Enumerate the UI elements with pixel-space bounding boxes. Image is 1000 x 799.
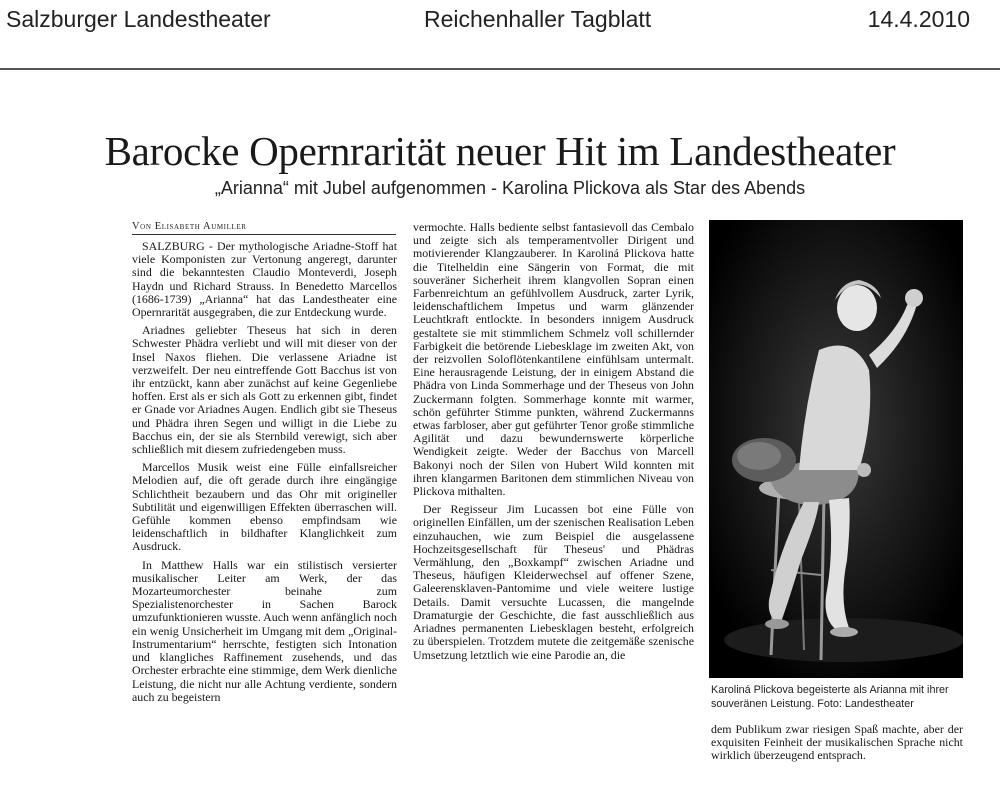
- photo-caption: Karoliná Plickova begeisterte als Arianna mit ihrer souveränen Leistung. Foto: Landestheater: [711, 684, 949, 710]
- paragraph: Ariadnes geliebter Theseus hat sich in deren Schwester Phädra verliebt und will mit dieser von der Insel Naxos fliehen. Die verlassene Ariadne ist verzweifelt. Der neu eintreffende Gott Bacchus ist von ihr entzückt, kann aber zunächst auf keine Gegenliebe hoffen. Erst als er sich als Gott zu erkennen gibt, findet er Gnade vor Ariadnes Augen. Endlich gibt sie Theseus und Phädra ihren Segen und willigt in die Liebe zu Bacchus ein, der sie als Sternbild verewigt, sich aber schließlich mit diesem zufriedengeben muss.: [132, 323, 397, 457]
- article-column-2: [413, 221, 694, 779]
- paragraph: Marcellos Musik weist eine Fülle einfallsreicher Melodien auf, die oft gerade durch ihre eingängige Schlichtheit bezaubern und das Ohr mit origineller Subtilität und eigenwilligen Effekten überraschen will. Gefühle kommen ebenso empfindsam wie leidenschaftlich in bildhafter Klanglichkeit zum Ausdruck.: [132, 460, 397, 554]
- clipping-date: 14.4.2010: [867, 6, 970, 32]
- article-subheadline: „Arianna“ mit Jubel aufgenommen - Karolina Plickova als Star des Abends: [214, 178, 806, 198]
- performance-photo: [709, 220, 963, 678]
- paragraph: In Matthew Halls war ein stilistisch versierter musikalischer Leiter am Werk, der das Mozarteumorchester beinahe zum Spezialistenorchester in Sachen Barock umzufunktionieren wusste. Auch wenn anfänglich noch ein wenig Unsicherheit im Umgang mit dem „Original-Instrumentarium“ herrschte, festigten sich Intonation und klangliches Raffinement zusehends, und das Orchester erbrachte eine stimmige, dem Werk dienliche Leistung, die nicht nur alle Achtung verdiente, sondern auch zu begeistern: [132, 557, 397, 704]
- article-column-3: [711, 723, 963, 783]
- paragraph: vermochte. Halls bediente selbst fantasievoll das Cembalo und zeigte sich als temperamentvoller Dirigent und motivierender Klangzauberer. In Karoliná Plickova hatte die Titelheldin eine Sängerin von Format, die mit souveräner Sicherheit ihrem klangvollen Sopran einen Farbenreichtum an gefühlvollem Ausdruck, zarter Lyrik, leidenschaftlichem Impetus und warm glänzender Leuchtkraft entlockte. In besonders innigem Ausdruck gestaltete sie mit stimmlichem Schmelz voll schillernder Farbigkeit die betörende Liebesklage im zweiten Akt, von der reizvollen Soloflötenkantilene einfühlsam untermalt. Eine herausragende Leistung, der in einigem Abstand die Phädra von Linda Sommerhage und der Theseus von John Zuckermann folgten. Sommerhage konnte mit warmer, schön geführter Stimme punkten, während Zuckermanns etwas farbloser, aber gut geführter Tenor große stimmliche Agilität und dazu bewundernswerte körperliche Wendigkeit zeigte. Weder der Bacchus von Marcell Bakonyi noch der Silen von Hubert Wild konnten mit ihren klangarmen Baritonen dem stimmlichen Niveau von Plickova mithalten.: [413, 221, 694, 499]
- newspaper-name: Reichenhaller Tagblatt: [424, 6, 652, 32]
- article-byline: Von Elisabeth Aumiller: [132, 221, 396, 235]
- paragraph: dem Publikum zwar riesigen Spaß machte, aber der exquisiten Feinheit der musikalischen Sprache nicht wirklich überzeugend entsprach.: [711, 723, 963, 763]
- paragraph: SALZBURG - Der mythologische Ariadne-Stoff hat viele Komponisten zur Vertonung angeregt, darunter sind die bekanntesten Claudio Monteverdi, Joseph Haydn und Richard Strauss. In Benedetto Marcellos (1686-1739) „Arianna“ hat das Landestheater eine Opernrarität ausgegraben, die zur Entdeckung wurde.: [132, 240, 397, 320]
- article-headline: Barocke Opernrarität neuer Hit im Landestheater: [104, 128, 896, 174]
- article-column-1: [132, 240, 397, 780]
- paragraph: Der Regisseur Jim Lucassen bot eine Fülle von originellen Einfällen, um der szenischen Realisation Leben einzuhauchen, wie zum Beispiel die ausgelassene Hochzeitsgesellschaft für Theseus' und Phädras Vermählung, den „Boxkampf“ zwischen Ariadne und Theseus, häufigen Kleiderwechsel auf offener Szene, Galeerensklaven-Pantomime und viele weitere lustige Details. Damit versuchte Lucassen, die mangelnde Dramaturgie der Geschichte, die fast ausschließlich aus Ariadnes permanenten Liebesklagen besteht, erfolgreich zu überspielen. Trotzdem mutete die zeitgemäße szenische Umsetzung letztlich wie eine Parodie an, die: [413, 502, 694, 662]
- publisher-name: Salzburger Landestheater: [6, 6, 271, 32]
- header-divider: [0, 68, 1000, 70]
